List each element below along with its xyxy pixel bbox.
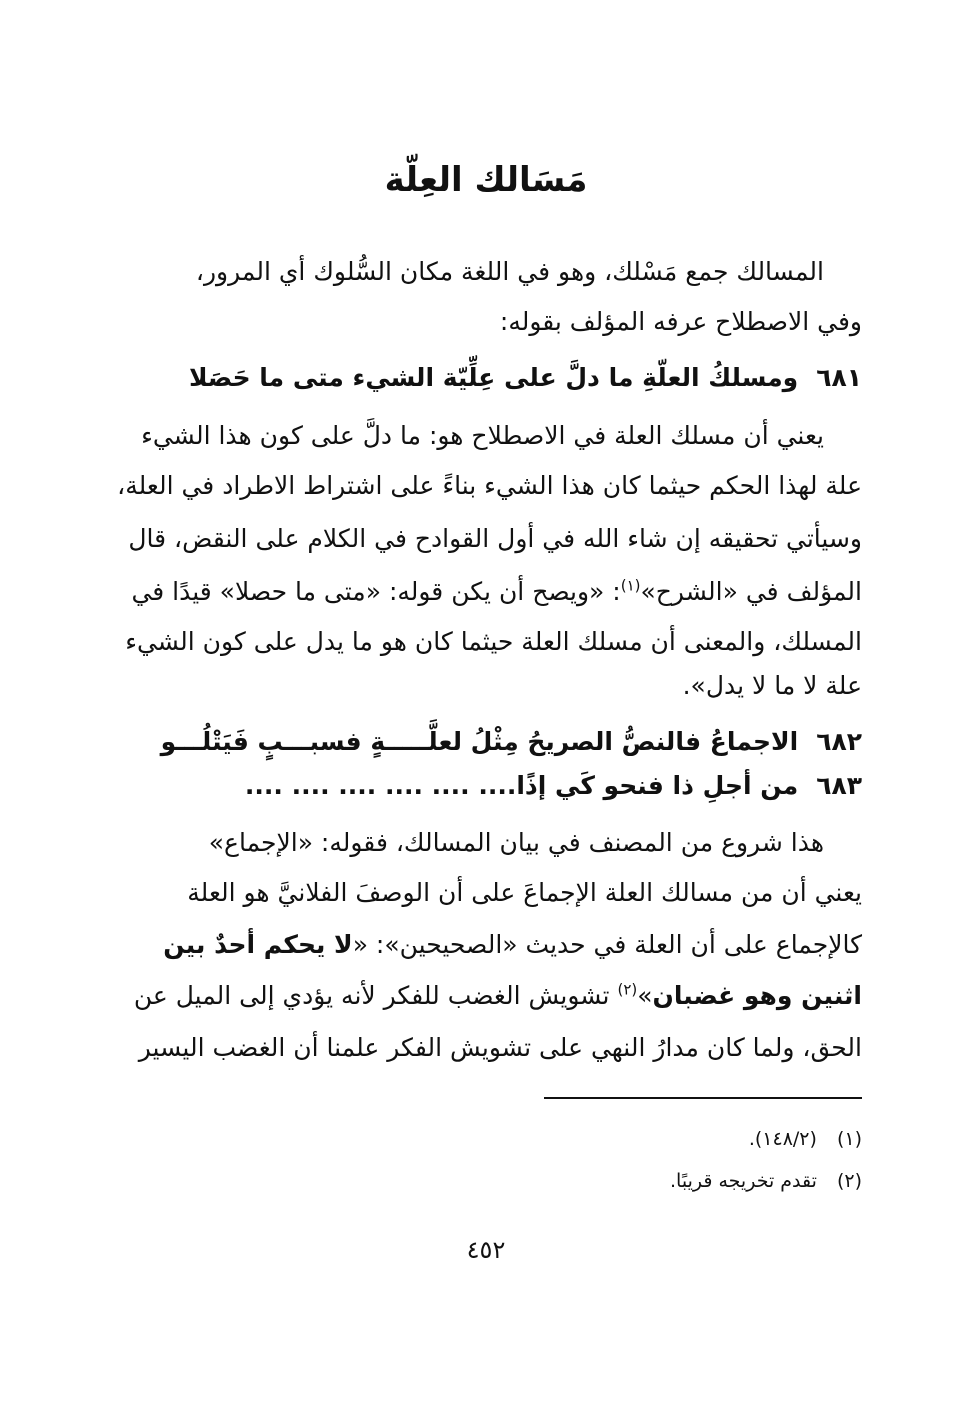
hadith-text: اثنين وهو غضبان xyxy=(652,981,862,1010)
hadith-text: لا يحكم أحدٌ بين xyxy=(163,930,353,959)
paragraph-1-line-6: علة لا ما لا يدل». xyxy=(682,671,862,700)
paragraph-1-line-3: وسيأتي تحقيقه إن شاء الله في أول القوادح في الكلام على النقض، قال xyxy=(128,524,862,553)
footnote-text: (١٤٨/٢). xyxy=(748,1128,817,1150)
paragraph-1-line-1: يعني أن مسلك العلة في الاصطلاح هو: ما دلَّ على كون هذا الشيء xyxy=(141,421,824,450)
verse-text: الاجماعُ فالنصُّ الصريحُ مِثْلُ لعلَّـــــةٍ فسبـــبٍ فَيَتْلُـــو xyxy=(160,727,799,756)
paragraph-2-line-3 xyxy=(107,925,862,965)
verse-text: من أجلِ ذا فنحو كَي إذًا.... .... .... .... .... .... xyxy=(244,771,799,800)
footnote-separator xyxy=(544,1097,862,1099)
verse-number: ٦٨٢ xyxy=(816,727,862,756)
text-span: » xyxy=(637,981,653,1010)
paragraph-2-line-1: هذا شروع من المصنف في بيان المسالك، فقوله: «الإجماع» xyxy=(208,828,824,857)
paragraph-1-line-4 xyxy=(107,572,862,612)
verse-number: ٦٨١ xyxy=(816,363,862,392)
page-number: ٤٥٢ xyxy=(466,1236,506,1264)
intro-line-1: المسالك جمع مَسْلك، وهو في اللغة مكان السُّلوك أي المرور، xyxy=(195,257,824,286)
verse-683 xyxy=(107,766,862,806)
paragraph-2-line-5: الحق، ولما كان مدارُ النهي على تشويش الفكر علمنا أن الغضب اليسير xyxy=(138,1033,862,1062)
verse-681 xyxy=(107,358,862,398)
footnote-text: تقدم تخريجه قريبًا. xyxy=(670,1170,817,1192)
verse-682 xyxy=(107,722,862,762)
text-span: كالإجماع على أن العلة في حديث «الصحيحين»: « xyxy=(352,930,862,959)
paragraph-2-line-4 xyxy=(107,976,862,1016)
intro-line-2: وفي الاصطلاح عرفه المؤلف بقوله: xyxy=(499,307,862,336)
footnote-number: (١) xyxy=(836,1128,862,1150)
chapter-title: مَسَالك العِلّة xyxy=(384,160,588,200)
footnote-1 xyxy=(107,1124,862,1154)
text-span: : «ويصح أن يكن قوله: «متى ما حصلا» قيدًا في xyxy=(131,577,621,606)
footnote-2 xyxy=(107,1166,862,1196)
verse-number: ٦٨٣ xyxy=(816,771,862,800)
verse-text: ومسلكُ العلّةِ ما دلَّ على عِلِّيّة الشيء متى ما حَصَلا xyxy=(188,363,799,392)
text-span: تشويش الغضب للفكر لأنه يؤدي إلى الميل عن xyxy=(133,981,618,1010)
footnote-marker-1[interactable]: (١) xyxy=(620,576,641,595)
paragraph-2-line-2: يعني أن من مسالك العلة الإجماعَ على أن الوصفَ الفلانيَّ هو العلة xyxy=(187,878,862,907)
text-span: المؤلف في «الشرح» xyxy=(640,577,862,606)
footnote-marker-2[interactable]: (٢) xyxy=(617,980,638,999)
footnote-number: (٢) xyxy=(836,1170,862,1192)
paragraph-1-line-5: المسلك، والمعنى أن مسلك العلة حيثما كان هو ما يدل على كون الشيء xyxy=(125,627,862,656)
paragraph-1-line-2: علة لهذا الحكم حيثما كان هذا الشيء بناءً على اشتراط الاطراد في العلة، xyxy=(117,471,862,500)
